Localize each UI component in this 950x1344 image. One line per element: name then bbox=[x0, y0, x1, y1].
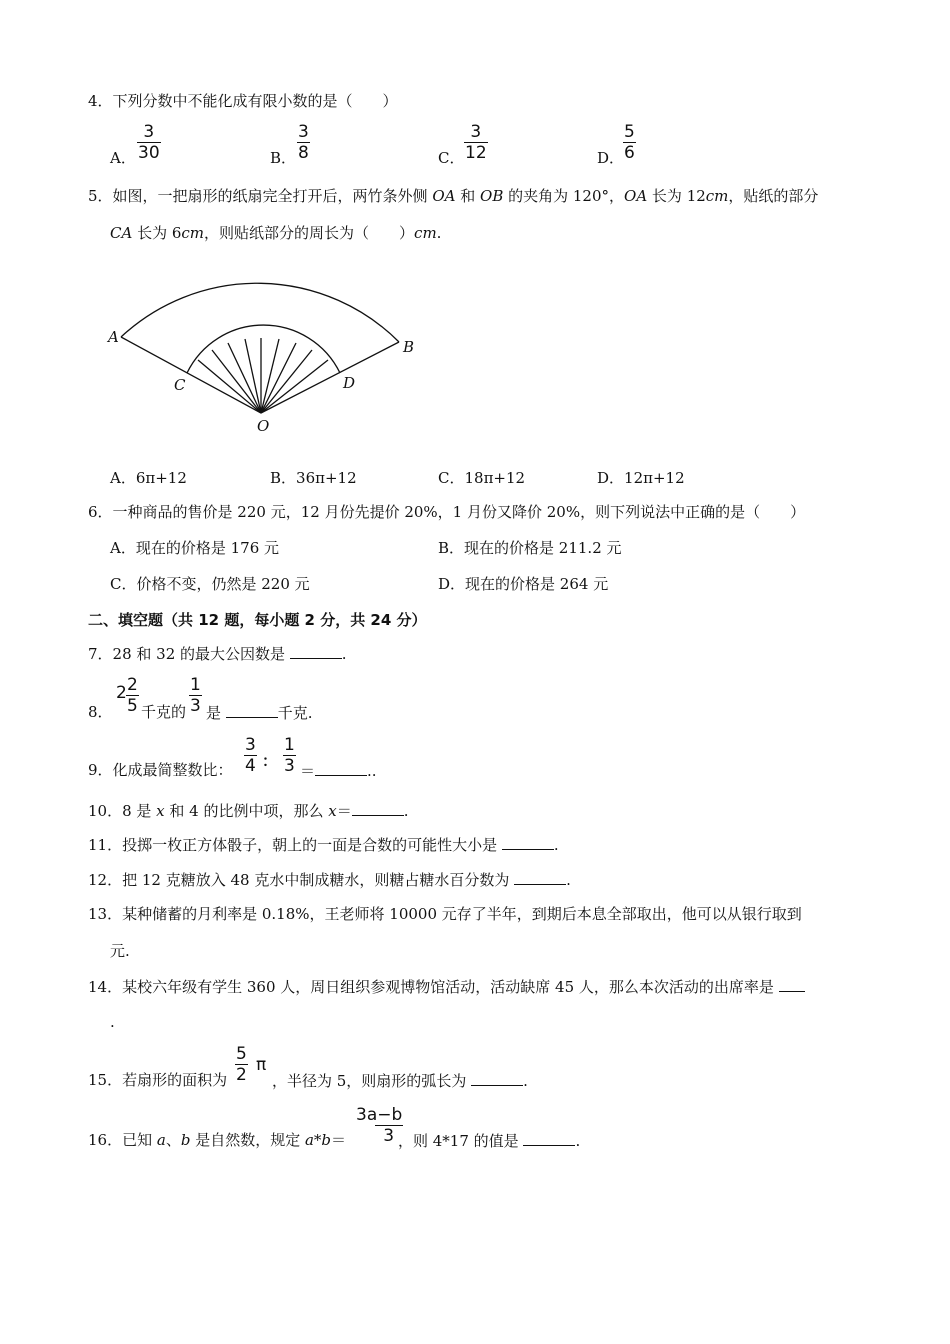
fan-outer-arc bbox=[121, 283, 399, 342]
q12: 12．把 12 克糖放入 48 克水中制成糖水，则糖占糖水百分数为 . bbox=[88, 871, 571, 889]
q4-option-d-fraction: 5 6 bbox=[624, 122, 635, 163]
fan-side-oa bbox=[121, 337, 261, 413]
q12-answer-blank[interactable] bbox=[514, 869, 566, 885]
fan-inner-arc bbox=[187, 325, 340, 373]
q14-line2: . bbox=[110, 1013, 115, 1031]
q14-answer-blank[interactable] bbox=[779, 976, 805, 992]
q11: 11．投掷一枚正方体骰子，朝上的一面是合数的可能性大小是 . bbox=[88, 836, 559, 854]
q4-option-b-fraction: 3 8 bbox=[298, 122, 309, 163]
q6-stem: 6．一种商品的售价是 220 元，12 月份先提价 20%，1 月份又降价 20%，则下列说法中正确的是（ ） bbox=[88, 503, 806, 521]
q16-fraction: 3a−b 3 bbox=[356, 1105, 403, 1146]
q5-stem-line2: CA 长为 6cm，则贴纸部分的周长为（ ）cm. bbox=[110, 224, 442, 242]
q8-fraction-2: 1 3 bbox=[190, 675, 201, 716]
q15-fraction: 5 2 bbox=[236, 1044, 247, 1085]
fan-ribs bbox=[198, 338, 328, 413]
section2-title: 二、填空题（共 12 题，每小题 2 分，共 24 分） bbox=[88, 611, 427, 629]
q4-option-a-fraction: 3 30 bbox=[138, 122, 160, 163]
q10: 10．8 是 x 和 4 的比例中项，那么 x＝ . bbox=[88, 802, 409, 820]
fan-label-d: D bbox=[343, 374, 356, 392]
fan-label-a: A bbox=[108, 328, 119, 346]
q6-option-c[interactable]: C．价格不变，仍然是 220 元 bbox=[110, 575, 310, 593]
q8-mixed-whole: 2 bbox=[116, 683, 127, 703]
q16-answer-blank[interactable] bbox=[523, 1130, 575, 1146]
fan-side-ob bbox=[261, 342, 399, 413]
fan-label-b: B bbox=[403, 338, 415, 356]
fan-figure bbox=[100, 245, 430, 440]
q7-answer-blank[interactable] bbox=[290, 643, 342, 659]
q6-option-a[interactable]: A．现在的价格是 176 元 bbox=[110, 539, 279, 557]
q6-option-b[interactable]: B．现在的价格是 211.2 元 bbox=[438, 539, 622, 557]
q8-fraction-1: 2 5 bbox=[127, 675, 138, 716]
q5-option-b[interactable]: B．36π+12 bbox=[270, 469, 357, 487]
q10-answer-blank[interactable] bbox=[352, 800, 404, 816]
q9-fraction-1: 3 4 bbox=[245, 735, 256, 776]
q7: 7．28 和 32 的最大公因数是 . bbox=[88, 645, 347, 663]
fan-label-c: C bbox=[174, 376, 186, 394]
q13-line2: 元. bbox=[110, 942, 130, 960]
q4-stem: 4．下列分数中不能化成有限小数的是（ ） bbox=[88, 92, 398, 110]
q6-option-d[interactable]: D．现在的价格是 264 元 bbox=[438, 575, 609, 593]
q11-answer-blank[interactable] bbox=[502, 834, 554, 850]
q9-answer-blank[interactable] bbox=[315, 760, 367, 776]
q5-stem-line1: 5．如图，一把扇形的纸扇完全打开后，两竹条外侧 OA 和 OB 的夹角为 120°，OA 长为 12cm，贴纸的部分 bbox=[88, 187, 819, 205]
q14-line1: 14．某校六年级有学生 360 人，周日组织参观博物馆活动，活动缺席 45 人，那么本次活动的出席率是 bbox=[88, 976, 805, 997]
q4-option-d-label: D． bbox=[597, 149, 625, 167]
q4-option-a-label: A． bbox=[110, 149, 136, 167]
q5-option-a[interactable]: A．6π+12 bbox=[110, 469, 187, 487]
q4-option-b-label: B． bbox=[270, 149, 297, 167]
q8-answer-blank[interactable] bbox=[226, 702, 278, 718]
q4-option-c-fraction: 3 12 bbox=[465, 122, 487, 163]
q5-option-c[interactable]: C．18π+12 bbox=[438, 469, 526, 487]
q5-option-d[interactable]: D．12π+12 bbox=[597, 469, 685, 487]
q13-line1: 13．某种储蓄的月利率是 0.18%，王老师将 10000 元存了半年，到期后本息全部取出，他可以从银行取到 bbox=[88, 905, 802, 923]
fan-label-o: O bbox=[257, 417, 270, 435]
q9-fraction-2: 1 3 bbox=[284, 735, 295, 776]
q4-option-c-label: C． bbox=[438, 149, 465, 167]
q15-answer-blank[interactable] bbox=[471, 1070, 523, 1086]
